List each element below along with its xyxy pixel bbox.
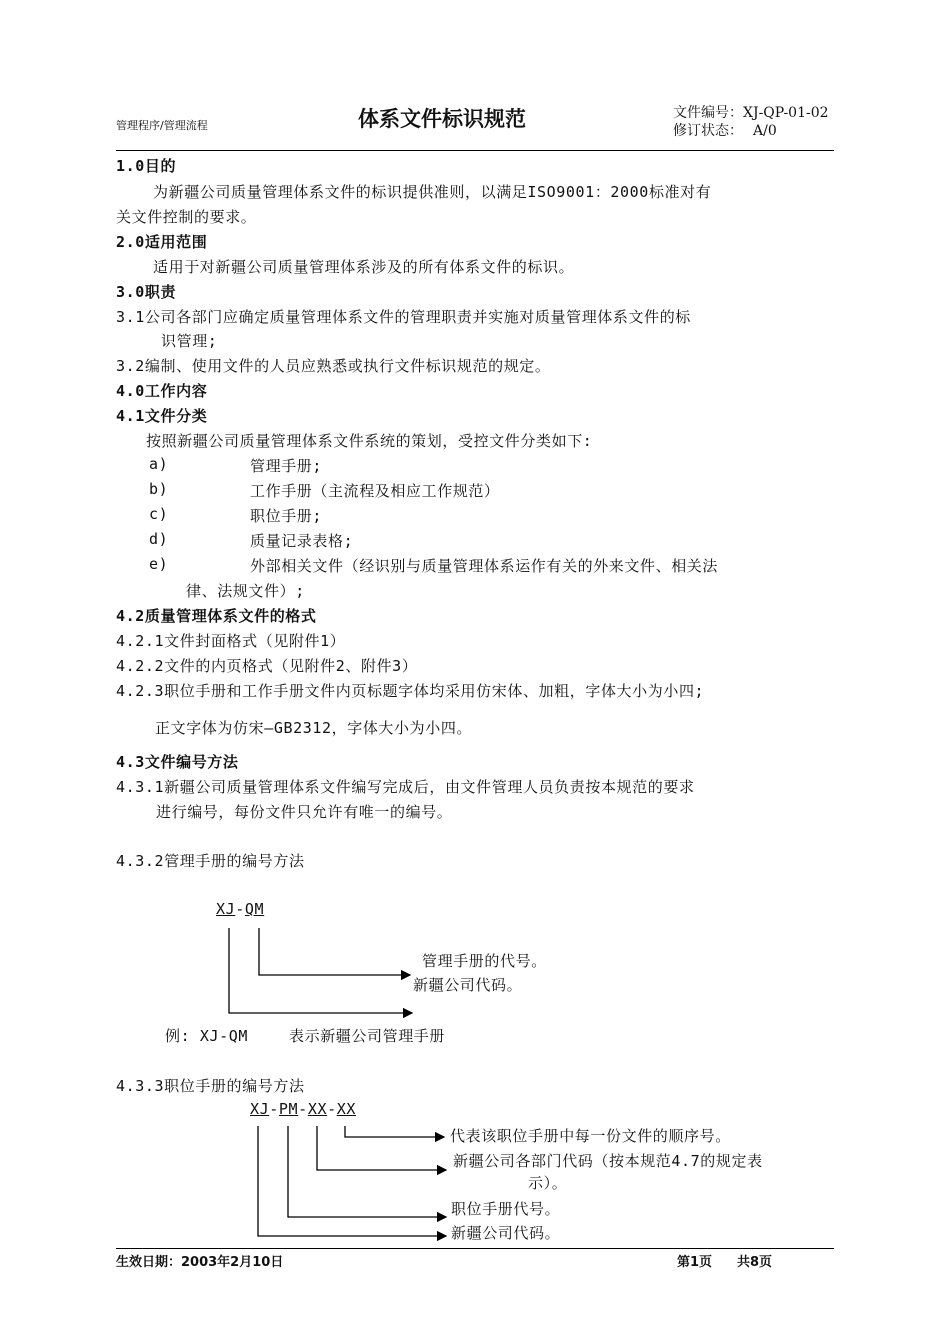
pm-label-company: 新疆公司代码。 <box>451 1224 561 1242</box>
numbering-item-1: 4.3.1新疆公司质量管理体系文件编写完成后，由文件管理人员负责按本规范的要求 <box>116 778 695 796</box>
pm-label-dept: 新疆公司各部门代码（按本规范4.7的规定表 <box>453 1152 763 1170</box>
list-item-key: a) <box>149 455 169 473</box>
pm-label-seq: 代表该职位手册中每一份文件的顺序号。 <box>450 1127 731 1145</box>
qm-company-connector <box>229 928 412 1013</box>
footer-rule <box>116 1248 834 1249</box>
qm-label-company: 新疆公司代码。 <box>413 976 523 994</box>
revision-value: A/0 <box>753 123 777 139</box>
format-item-3-cont: 正文字体为仿宋—GB2312，字体大小为小四。 <box>155 719 473 737</box>
pm-label-dept-cont: 示）。 <box>528 1174 568 1192</box>
numbering-item-2: 4.3.2管理手册的编号方法 <box>116 852 305 870</box>
list-item-key: e) <box>149 555 169 573</box>
section-3-item-1-cont: 识管理; <box>161 332 218 350</box>
format-item-1: 4.2.1文件封面格式（见附件1） <box>116 632 346 650</box>
section-4-1-intro: 按照新疆公司质量管理体系文件系统的策划，受控文件分类如下: <box>146 432 593 450</box>
list-item-text: 质量记录表格; <box>250 532 354 550</box>
pm-code-company: XJ <box>250 1100 270 1118</box>
list-item-text: 工作手册（主流程及相应工作规范） <box>250 482 500 500</box>
revision-label: 修订状态： <box>673 123 743 139</box>
list-item-key: b) <box>149 480 169 498</box>
qm-example-label: 例: XJ-QM <box>165 1027 249 1045</box>
section-4-3-heading: 4.3文件编号方法 <box>116 753 239 771</box>
qm-code-sep: - <box>235 900 245 918</box>
section-3-item-1: 3.1公司各部门应确定质量管理体系文件的管理职责并实施对质量管理体系文件的标 <box>116 308 691 326</box>
qm-example-text: 表示新疆公司管理手册 <box>289 1027 446 1045</box>
doc-number: XJ-QP-01-02 <box>743 105 829 121</box>
list-item-text: 管理手册; <box>250 457 323 475</box>
pm-seq-connector <box>345 1126 444 1137</box>
effective-date: 生效日期：2003年2月10日 <box>116 1255 284 1270</box>
pm-label-manual: 职位手册代号。 <box>451 1200 561 1218</box>
pm-code-seq: XX <box>336 1100 356 1118</box>
pm-code-sep: - <box>327 1100 337 1118</box>
page-number: 第1页 <box>677 1255 713 1270</box>
section-1-para-line2: 关文件控制的要求。 <box>116 208 257 226</box>
section-1-heading: 1.0目的 <box>116 157 177 175</box>
list-item-text: 外部相关文件（经识别与质量管理体系运作有关的外来文件、相关法 <box>250 557 719 575</box>
section-4-1-heading: 4.1文件分类 <box>116 407 208 425</box>
pm-code-sep: - <box>269 1100 279 1118</box>
page-title: 体系文件标识规范 <box>358 107 526 131</box>
pm-code-sep: - <box>298 1100 308 1118</box>
format-item-3: 4.2.3职位手册和工作手册文件内页标题字体均采用仿宋体、加粗，字体大小为小四; <box>116 682 705 700</box>
section-3-item-2: 3.2编制、使用文件的人员应熟悉或执行文件标识规范的规定。 <box>116 357 551 375</box>
section-2-heading: 2.0适用范围 <box>116 233 208 251</box>
qm-manual-connector <box>259 928 410 975</box>
list-item-key: c) <box>149 505 169 523</box>
page-total: 共8页 <box>737 1255 773 1270</box>
pm-code-manual: PM <box>278 1100 299 1118</box>
doc-number-label: 文件编号： <box>673 105 743 121</box>
section-4-2-heading: 4.2质量管理体系文件的格式 <box>116 607 317 625</box>
qm-label-manual: 管理手册的代号。 <box>422 952 547 970</box>
header-category: 管理程序/管理流程 <box>116 119 208 132</box>
numbering-item-3: 4.3.3职位手册的编号方法 <box>116 1077 305 1095</box>
section-2-para: 适用于对新疆公司质量管理体系涉及的所有体系文件的标识。 <box>153 258 575 276</box>
pm-manual-connector <box>288 1126 446 1217</box>
list-item-text: 职位手册; <box>250 507 323 525</box>
pm-dept-connector <box>317 1126 446 1170</box>
list-item-key: d) <box>149 530 169 548</box>
numbering-item-1-cont: 进行编号，每份文件只允许有唯一的编号。 <box>156 803 453 821</box>
pm-company-connector <box>258 1126 446 1236</box>
section-4-heading: 4.0工作内容 <box>116 382 208 400</box>
format-item-2: 4.2.2文件的内页格式（见附件2、附件3） <box>116 657 418 675</box>
qm-code-company: XJ <box>216 900 236 918</box>
section-1-para-line1: 为新疆公司质量管理体系文件的标识提供准则，以满足ISO9001：2000标准对有 <box>153 183 712 201</box>
qm-code-manual: QM <box>244 900 265 918</box>
pm-code-dept: XX <box>307 1100 328 1118</box>
list-item-e-cont: 律、法规文件）; <box>186 582 305 600</box>
section-3-heading: 3.0职责 <box>116 283 177 301</box>
